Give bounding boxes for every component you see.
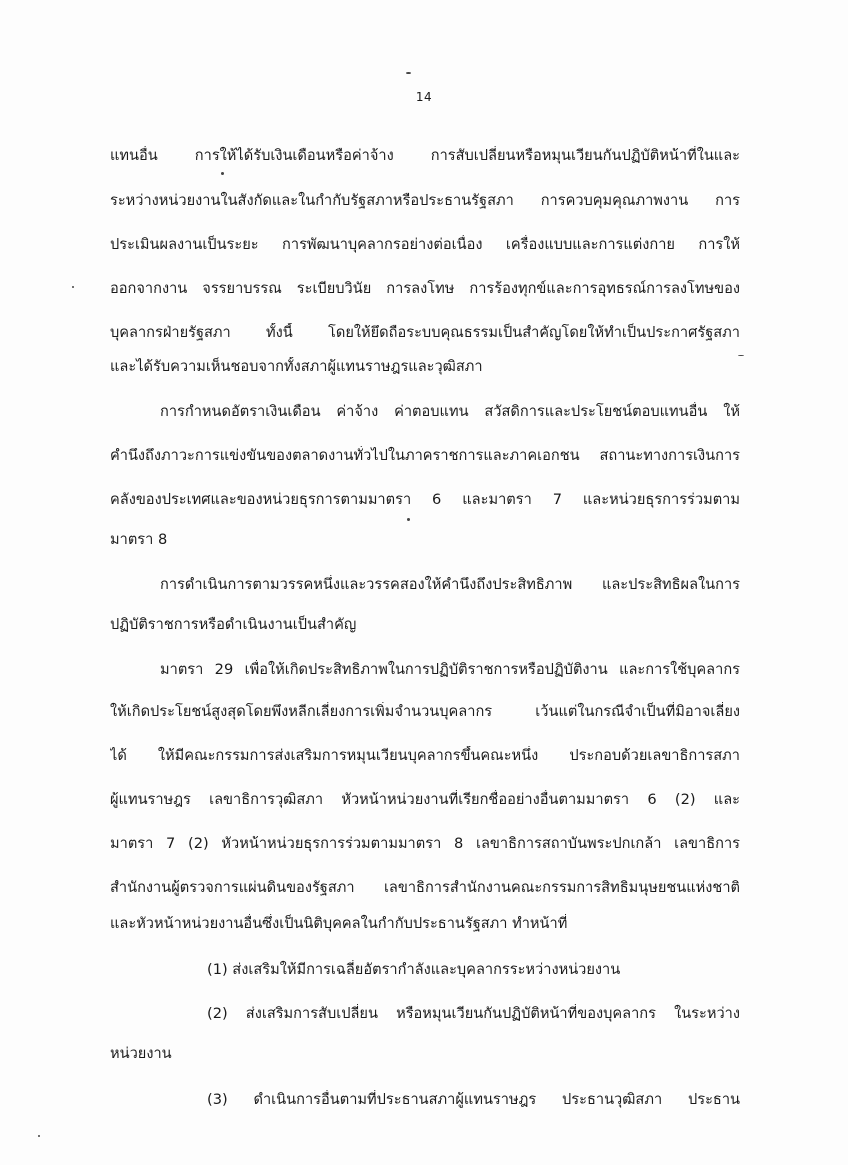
- text-line: คำนึงถึงภาวะการแข่งขันของตลาดงานทั่วไปในภาคราชการและภาคเอกชน สถานะทางการเงินการ: [110, 447, 740, 464]
- list-item: (2) ส่งเสริมการสับเปลี่ยน หรือหมุนเวียนกันปฏิบัติหน้าที่ของบุคลากร ในระหว่าง: [207, 1005, 740, 1022]
- paragraph-first-line: การกำหนดอัตราเงินเดือน ค่าจ้าง ค่าตอบแทน สวัสดิการและประโยชน์ตอบแทนอื่น ให้: [160, 403, 740, 420]
- page-number: 14: [415, 90, 433, 104]
- text-line: ประเมินผลงานเป็นระยะ การพัฒนาบุคลากรอย่างต่อเนื่อง เครื่องแบบและการแต่งกาย การให้: [110, 236, 740, 253]
- text-line: และได้รับความเห็นชอบจากทั้งสภาผู้แทนราษฎรและวุฒิสภา: [110, 358, 483, 375]
- text-line: มาตรา 8: [110, 531, 168, 548]
- scan-speck: [221, 172, 224, 175]
- text-line: ได้ ให้มีคณะกรรมการส่งเสริมการหมุนเวียนบุคลากรขึ้นคณะหนึ่ง ประกอบด้วยเลขาธิการสภา: [110, 747, 740, 764]
- scan-speck: [38, 1135, 40, 1137]
- text-line: ผู้แทนราษฎร เลขาธิการวุฒิสภา หัวหน้าหน่วยงานที่เรียกชื่ออย่างอื่นตามมาตรา 6 (2) และ: [110, 791, 740, 808]
- scan-speck: [738, 355, 744, 356]
- text-line: คลังของประเทศและของหน่วยธุรการตามมาตรา 6 และมาตรา 7 และหน่วยธุรการร่วมตาม: [110, 491, 740, 508]
- list-item: (3) ดำเนินการอื่นตามที่ประธานสภาผู้แทนราษฎร ประธานวุฒิสภา ประธาน: [207, 1091, 740, 1108]
- text-line: ปฏิบัติราชการหรือดำเนินงานเป็นสำคัญ: [110, 616, 357, 633]
- paragraph-first-line: การดำเนินการตามวรรคหนึ่งและวรรคสองให้คำนึงถึงประสิทธิภาพ และประสิทธิผลในการ: [160, 576, 740, 593]
- text-line: และหัวหน้าหน่วยงานอื่นซึ่งเป็นนิติบุคคลในกำกับประธานรัฐสภา ทำหน้าที่: [110, 915, 568, 932]
- list-item: (1) ส่งเสริมให้มีการเฉลี่ยอัตรากำลังและบุคลากรระหว่างหน่วยงาน: [207, 961, 621, 978]
- text-line: มาตรา 7 (2) หัวหน้าหน่วยธุรการร่วมตามมาตรา 8 เลขาธิการสถาบันพระปกเกล้า เลขาธิการ: [110, 835, 740, 852]
- scan-speck: [72, 286, 74, 288]
- text-line: ระหว่างหน่วยงานในสังกัดและในกำกับรัฐสภาหรือประธานรัฐสภา การควบคุมคุณภาพงาน การ: [110, 192, 740, 209]
- scan-speck: [406, 72, 411, 74]
- text-line: แทนอื่น การให้ได้รับเงินเดือนหรือค่าจ้าง การสับเปลี่ยนหรือหมุนเวียนกันปฏิบัติหน้าที่ในและ: [110, 147, 740, 164]
- text-line: บุคลากรฝ่ายรัฐสภา ทั้งนี้ โดยให้ยึดถือระบบคุณธรรมเป็นสำคัญโดยให้ทำเป็นประกาศรัฐสภา: [110, 324, 740, 341]
- scan-speck: [407, 518, 410, 521]
- section-heading-line: มาตรา 29 เพื่อให้เกิดประสิทธิภาพในการปฏิบัติราชการหรือปฏิบัติงาน และการใช้บุคลากร: [160, 661, 740, 678]
- text-line: หน่วยงาน: [110, 1045, 172, 1062]
- text-line: สำนักงานผู้ตรวจการแผ่นดินของรัฐสภา เลขาธิการสำนักงานคณะกรรมการสิทธิมนุษยชนแห่งชาติ: [110, 879, 740, 896]
- text-line: ออกจากงาน จรรยาบรรณ ระเบียบวินัย การลงโทษ การร้องทุกข์และการอุทธรณ์การลงโทษของ: [110, 280, 740, 297]
- text-line: ให้เกิดประโยชน์สูงสุดโดยพึงหลีกเลี่ยงการเพิ่มจำนวนบุคลากร เว้นแต่ในกรณีจำเป็นที่มิอาจเลี่ยง: [110, 703, 740, 720]
